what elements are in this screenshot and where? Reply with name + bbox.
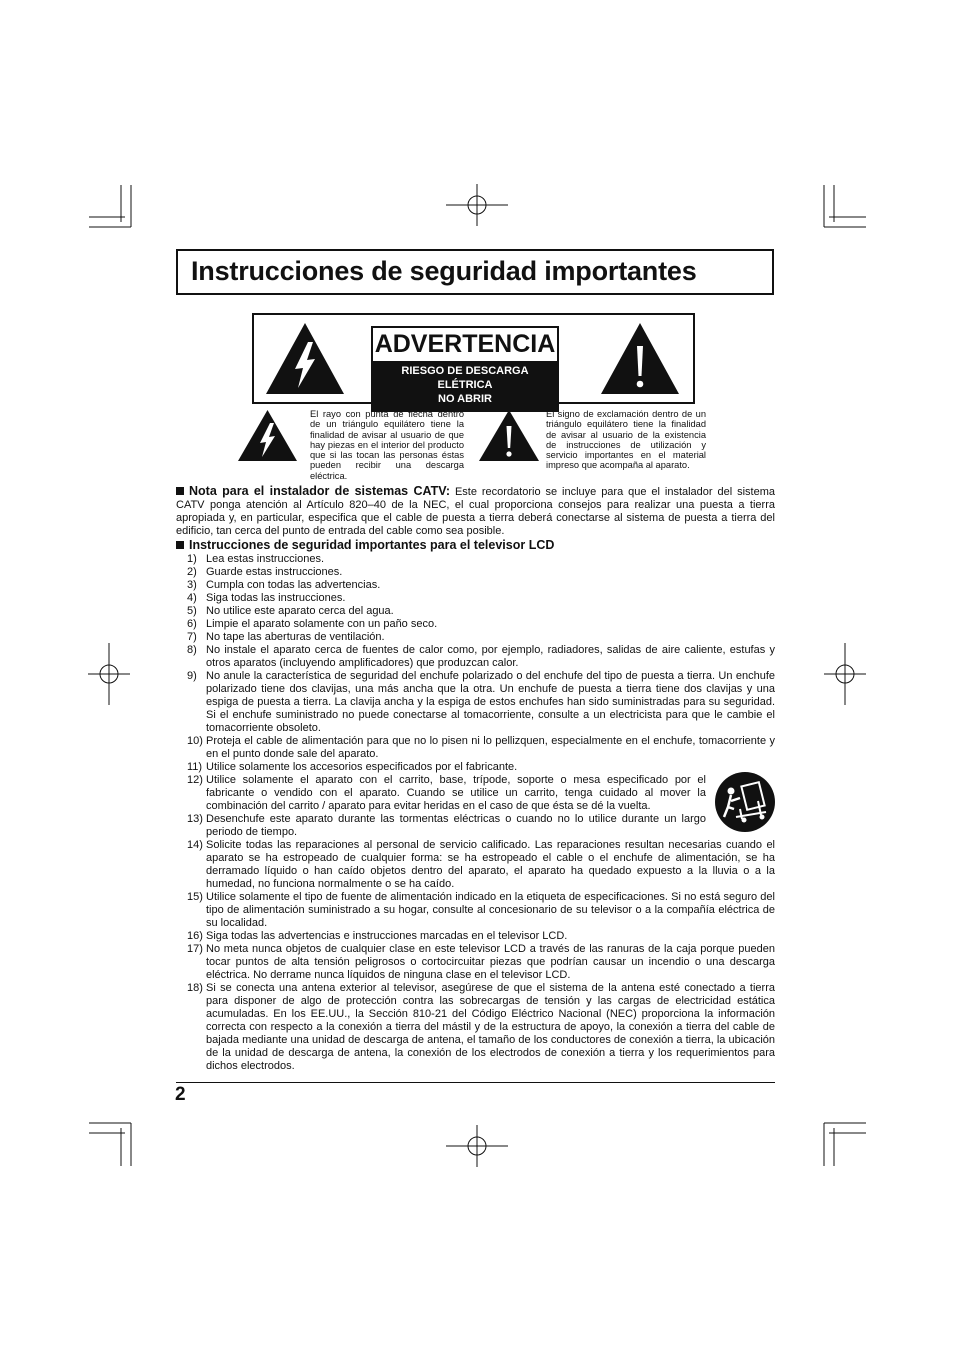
list-item-number: 3) bbox=[187, 579, 197, 591]
list-item bbox=[187, 982, 775, 1073]
list-item bbox=[187, 891, 775, 930]
lightning-triangle-icon bbox=[237, 409, 298, 462]
list-item bbox=[187, 943, 775, 982]
list-item bbox=[187, 618, 775, 631]
bullet-square-icon bbox=[176, 487, 184, 495]
lcd-heading bbox=[176, 538, 554, 552]
warning-subtitle-line1: RIESGO DE DESCARGA ELÉTRICA bbox=[401, 365, 529, 391]
exclamation-triangle-icon bbox=[478, 409, 540, 462]
list-item-number: 15) bbox=[187, 891, 203, 903]
list-item bbox=[187, 644, 775, 670]
page-title: Instrucciones de seguridad importantes bbox=[191, 256, 697, 286]
list-item-text: Guarde estas instrucciones. bbox=[206, 566, 343, 578]
list-item-text: Limpie el aparato solamente con un paño seco. bbox=[206, 618, 438, 630]
list-item-text: Proteja el cable de alimentación para que no lo pisen ni lo pellizquen, especialmente en el enchufe, tomacorriente y en el punto donde sale del aparato. bbox=[206, 735, 775, 760]
list-item-number: 4) bbox=[187, 592, 197, 604]
registration-mark-icon bbox=[446, 1125, 508, 1167]
list-item-text: Utilice solamente los accesorios especificados por el fabricante. bbox=[206, 761, 518, 773]
list-item-text: Lea estas instrucciones. bbox=[206, 553, 325, 565]
catv-note bbox=[176, 485, 775, 538]
list-item-text: No utilice este aparato cerca del agua. bbox=[206, 605, 394, 617]
list-item-text: Solicite todas las reparaciones al personal de servicio calificado. Las reparaciones resultan necesarias cuando el aparato se ha estropeado de cualquier forma: se ha estropeado el cable o el enchufe de alimentación, se ha derramado líquido o han caído objetos dentro del aparato, el aparato ha quedado expuesto a la lluvia o a la humedad, no funciona normalmente o se ha caído. bbox=[206, 839, 775, 890]
list-item bbox=[187, 566, 775, 579]
warning-subtitle-line2: NO ABRIR bbox=[438, 393, 492, 405]
list-item bbox=[187, 930, 775, 943]
list-item bbox=[187, 670, 775, 735]
registration-mark-icon bbox=[446, 184, 508, 226]
list-item-text: Utilice solamente el tipo de fuente de alimentación indicado en la etiqueta de especificaciones. Si no está seguro del tipo de alimentación suministrado a su hogar, consulte al concesionario de su televisor o a la compañía eléctrica de su localidad. bbox=[206, 891, 775, 929]
list-item-number: 1) bbox=[187, 553, 197, 565]
footer-rule bbox=[176, 1082, 775, 1083]
list-item-text: No meta nunca objetos de cualquier clase en este televisor LCD a través de las ranuras de la caja porque pueden tocar puntos de alta tensión peligrosos o cortocircuitar piezas que podrían causar un incendio o una descarga eléctrica. No derrame nunca líquidos de ninguna clase en el televisor LCD. bbox=[206, 943, 775, 981]
list-item-text: No tape las aberturas de ventilación. bbox=[206, 631, 385, 643]
list-item-text: Siga todas las instrucciones. bbox=[206, 592, 346, 604]
warning-subtitle bbox=[373, 361, 557, 410]
list-item-text: Si se conecta una antena exterior al televisor, asegúrese de que el sistema de la antena esté conectado a tierra para disponer de algo de protección contra las sobrecargas de tensión y las cargas de electricidad estática acumuladas. En los EE.UU., la Sección 810-21 del Código Eléctrico Nacional (NEC) proporciona la información correcta con respecto a la conexión a tierra del mástil y de la estructura de apoyo, la conexión a tierra del cable de bajada mediante una unidad de descarga de antena, el tamaño de los conductores de conexión a tierra, la ubicación de la unidad de descarga de antena, la conexión de los electrodos de conexión a tierra y los requerimientos para dichos electrodos. bbox=[206, 982, 775, 1072]
crop-mark-icon bbox=[824, 185, 866, 227]
list-item-number: 17) bbox=[187, 943, 203, 955]
list-item bbox=[187, 761, 775, 774]
list-item-number: 16) bbox=[187, 930, 203, 942]
list-item-text: Desenchufe este aparato durante las tormentas eléctricas o cuando no lo utilice durante un largo periodo de tiempo. bbox=[206, 813, 706, 838]
list-item bbox=[187, 579, 775, 592]
list-item-number: 6) bbox=[187, 618, 197, 630]
list-item-number: 10) bbox=[187, 735, 203, 747]
list-item bbox=[187, 553, 775, 566]
list-item bbox=[187, 839, 775, 891]
list-item-number: 7) bbox=[187, 631, 197, 643]
list-item-number: 8) bbox=[187, 644, 197, 656]
list-item bbox=[187, 774, 775, 813]
list-item-number: 2) bbox=[187, 566, 197, 578]
list-item-text: Siga todas las advertencias e instrucciones marcadas en el televisor LCD. bbox=[206, 930, 568, 942]
list-item-number: 11) bbox=[187, 761, 203, 773]
cart-tip-over-icon bbox=[714, 771, 776, 833]
list-item-text: Utilice solamente el aparato con el carrito, base, trípode, soporte o mesa especificado por el fabricante o vendido con el aparato. Cuando se utilice un carrito, tenga cuidado al mover la combinación del carrito / aparato para evitar heridas en el caso de que ésta se dé la vuelta. bbox=[206, 774, 706, 812]
registration-mark-icon bbox=[88, 643, 130, 705]
catv-text: Este recordatorio se incluye para que el instalador del sistema CATV ponga atención al Artículo 820–40 de la NEC, el cual proporciona consejos para realizar una puesta a tierra apropiada y, en particular, especifica que el cable de puesta a tierra deberá conectarse al sistema de puesta a tierra del edificio, tan cerca del punto de entrada del cable como sea posible. bbox=[176, 486, 775, 537]
list-item bbox=[187, 605, 775, 618]
list-item-text: Cumpla con todas las advertencias. bbox=[206, 579, 381, 591]
list-item-text: No anule la característica de seguridad del enchufe polarizado o del enchufe del tipo de puesta a tierra. Un enchufe polarizado tiene dos clavijas, una más ancha que la otra. Un enchufe de puesta a tierra tiene dos clavijas y una espiga de puesta a tierra. La clavija ancha y la espiga de estos enchufes han sido suministradas para su seguridad. Si el enchufe suministrado no puede conectarse al tomacorriente, consulte a un electricista para que le cambie el tomacorriente obsoleto. bbox=[206, 670, 775, 734]
list-item-number: 18) bbox=[187, 982, 203, 994]
lcd-heading-text: Instrucciones de seguridad importantes para el televisor LCD bbox=[189, 538, 555, 552]
list-item-number: 14) bbox=[187, 839, 203, 851]
exclamation-triangle-icon bbox=[600, 322, 680, 395]
list-item-number: 13) bbox=[187, 813, 203, 825]
lightning-note: El rayo con punta de flecha dentro de un triángulo equilátero tiene la finalidad de avisar al usuario de que hay piezas en el interior del producto que si las tocan las personas éstas pueden recibir una descarga eléctrica. bbox=[310, 409, 464, 481]
exclamation-note: El signo de exclamación dentro de un triángulo equilátero tiene la finalidad de avisar al usuario de la existencia de instrucciones de utilización y servicio importantes en el material impreso que acompaña al aparato. bbox=[546, 409, 706, 471]
list-item-number: 9) bbox=[187, 670, 197, 682]
page-number: 2 bbox=[175, 1084, 186, 1105]
warning-label bbox=[371, 326, 559, 412]
lightning-triangle-icon bbox=[265, 322, 345, 395]
list-item-number: 12) bbox=[187, 774, 203, 786]
crop-mark-icon bbox=[824, 1123, 866, 1166]
list-item bbox=[187, 592, 775, 605]
catv-heading: Nota para el instalador de sistemas CATV: bbox=[189, 484, 451, 498]
crop-mark-icon bbox=[89, 1123, 131, 1166]
registration-mark-icon bbox=[824, 643, 866, 705]
list-item bbox=[187, 813, 775, 839]
list-item bbox=[187, 735, 775, 761]
instruction-list bbox=[187, 553, 775, 1073]
bullet-square-icon bbox=[176, 541, 184, 549]
warning-title: ADVERTENCIA bbox=[374, 330, 556, 358]
list-item-number: 5) bbox=[187, 605, 197, 617]
list-item-text: No instale el aparato cerca de fuentes de calor como, por ejemplo, radiadores, salidas de aire caliente, estufas y otros aparatos (incluyendo amplificadores) que produzcan calor. bbox=[206, 644, 775, 669]
crop-mark-icon bbox=[89, 185, 131, 227]
list-item bbox=[187, 631, 775, 644]
title-box bbox=[176, 249, 774, 295]
